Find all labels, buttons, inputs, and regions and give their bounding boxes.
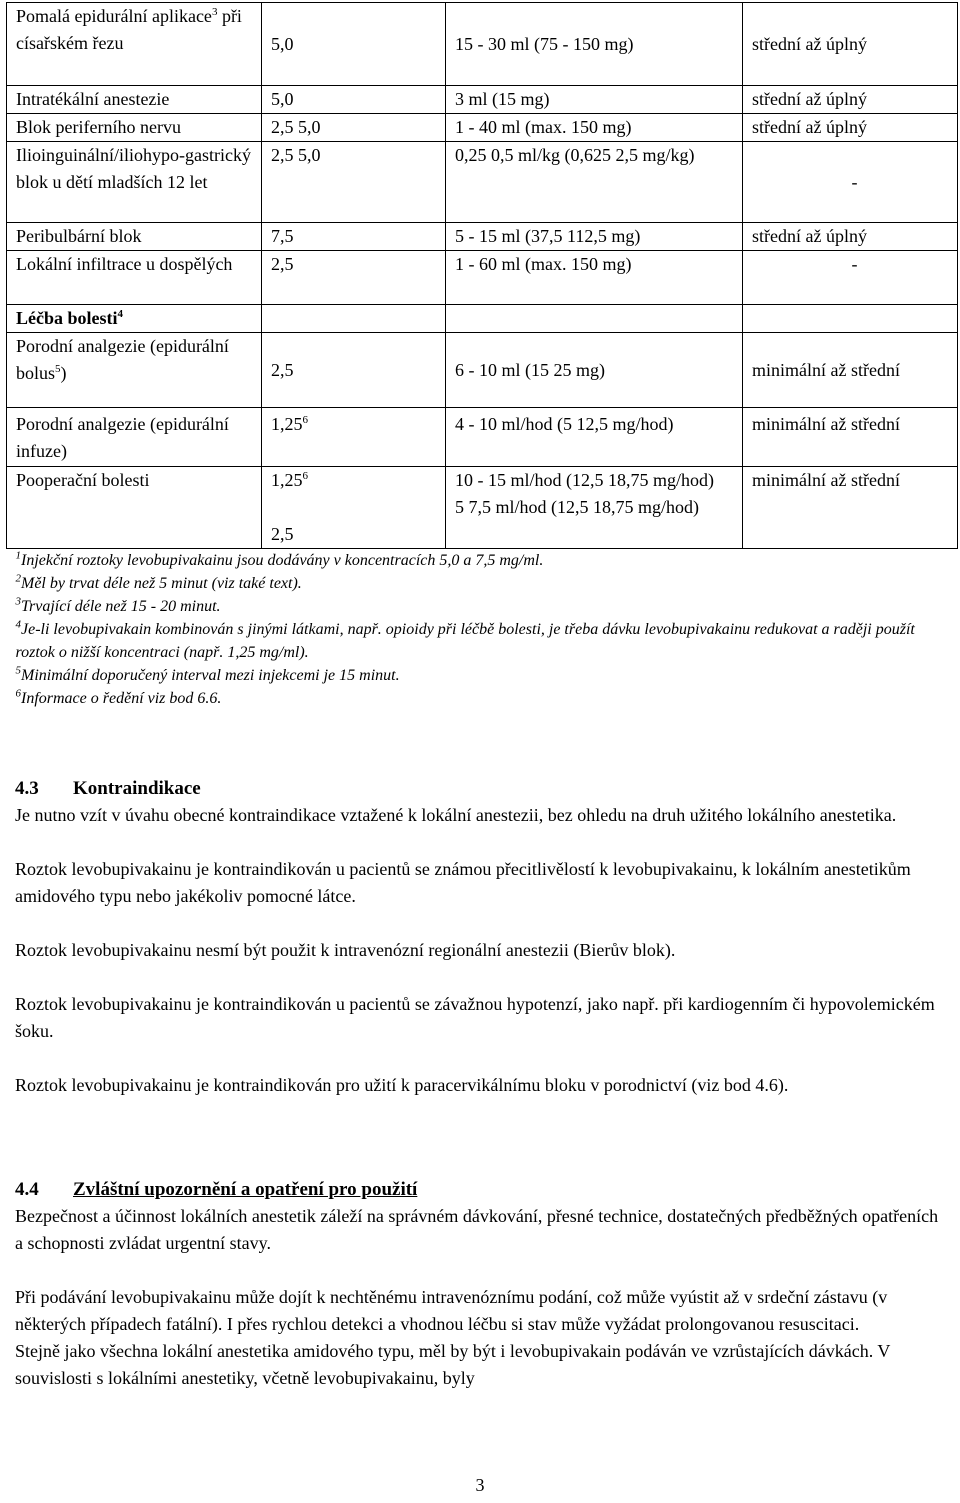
cell-text: - — [851, 171, 858, 192]
footnote-ref: 5 — [55, 363, 61, 375]
table-cell — [262, 142, 446, 223]
footnote — [16, 618, 958, 664]
cell-text: minimální až střední — [752, 470, 900, 490]
table-cell — [7, 305, 262, 333]
table-cell — [7, 86, 262, 114]
footnote-number: 6 — [15, 687, 21, 700]
footnote-text: Trvající déle než 15 - 20 minut. — [21, 598, 221, 615]
table-cell — [262, 467, 446, 549]
table-row — [7, 305, 958, 333]
cell-text: 7,5 — [271, 226, 294, 246]
table-cell — [743, 114, 958, 142]
cell-text: Porodní analgezie (epidurální infuze) — [16, 414, 229, 461]
table-cell — [446, 142, 743, 223]
cell-text: 5 7,5 ml/hod (12,5 18,75 mg/hod) — [455, 497, 699, 517]
table-cell — [7, 114, 262, 142]
table-cell — [262, 408, 446, 467]
section-title: Kontraindikace — [73, 778, 201, 799]
table-cell — [743, 3, 958, 86]
footnote-number: 5 — [15, 664, 21, 677]
cell-text: 2,5 — [271, 254, 294, 274]
table-cell — [262, 251, 446, 305]
cell-text: 5,0 — [271, 33, 294, 54]
table-cell — [446, 408, 743, 467]
cell-text: střední až úplný — [752, 117, 867, 137]
cell-text: ) — [60, 363, 67, 383]
section-heading — [15, 1176, 945, 1203]
footnote-ref: 4 — [117, 308, 123, 320]
cell-text: 4 - 10 ml/hod (5 12,5 mg/hod) — [455, 414, 674, 434]
cell-text: 2,5 5,0 — [271, 145, 321, 165]
table-cell — [743, 305, 958, 333]
footnote — [16, 687, 958, 710]
cell-text: 15 - 30 ml (75 - 150 mg) — [455, 33, 634, 54]
footnote — [16, 549, 958, 572]
table-cell — [743, 251, 958, 305]
footnote — [16, 595, 958, 618]
footnote-number: 1 — [15, 549, 21, 562]
cell-text: Peribulbární blok — [16, 226, 142, 246]
cell-text: 6 - 10 ml (15 25 mg) — [455, 359, 605, 380]
table-cell — [446, 3, 743, 86]
table-row — [7, 223, 958, 251]
paragraph: Roztok levobupivakainu je kontraindikován u pacientů se závažnou hypotenzí, jako např. při kardiogenním či hypovolemickém šoku. — [15, 994, 935, 1041]
cell-text: 1,25 — [271, 470, 303, 490]
table-cell — [446, 251, 743, 305]
table-row — [7, 114, 958, 142]
table-notes — [7, 549, 958, 715]
table-cell — [743, 86, 958, 114]
table-cell — [262, 305, 446, 333]
section-contraindications — [15, 775, 945, 1099]
paragraph: Roztok levobupivakainu nesmí být použit k intravenózní regionální anestezii (Bierův blok). — [15, 940, 676, 960]
cell-text: střední až úplný — [752, 33, 867, 54]
cell-text: při císařském řezu — [16, 6, 242, 53]
table-cell — [7, 333, 262, 408]
cell-text: střední až úplný — [752, 89, 867, 109]
cell-text: Lokální infiltrace u dospělých — [16, 254, 233, 274]
cell-text: Léčba bolesti — [16, 308, 118, 328]
paragraph: Stejně jako všechna lokální anestetika amidového typu, měl by být i levobupivakain podáván ve vzrůstajících dávkách. V souvislosti s lokálními anestetiky, včetně levobupivakainu, byly — [15, 1341, 891, 1388]
table-row — [7, 408, 958, 467]
cell-text: 1 - 40 ml (max. 150 mg) — [455, 117, 632, 137]
cell-text: 1,25 — [271, 414, 303, 434]
table-row — [7, 333, 958, 408]
footnote-ref: 3 — [211, 6, 218, 18]
paragraph: Při podávání levobupivakainu může dojít k nechtěnému intravenóznímu podání, což může vyústit až v srdeční zástavu (v některých případech fatální). I přes rychlou detekci a vhodnou léčbu si stav může vyžádat prolongovanou resuscitaci. — [15, 1287, 888, 1334]
table-cell — [743, 408, 958, 467]
table-cell — [743, 333, 958, 408]
table-row — [7, 3, 958, 86]
paragraph: Roztok levobupivakainu je kontraindikován pro užití k paracervikálnímu bloku v porodnictví (viz bod 4.6). — [15, 1075, 789, 1095]
cell-text: 5,0 — [271, 89, 294, 109]
paragraph: Roztok levobupivakainu je kontraindikován u pacientů se známou přecitlivělostí k levobupivakainu, k lokálním anestetikům amidového typu nebo jakékoliv pomocné látce. — [15, 859, 911, 906]
table-cell — [743, 223, 958, 251]
section-warnings — [15, 1176, 945, 1392]
cell-text: 1 - 60 ml (max. 150 mg) — [455, 254, 632, 274]
cell-text: minimální až střední — [752, 359, 900, 380]
table-row — [7, 142, 958, 223]
cell-text: 2,5 — [271, 359, 294, 380]
cell-text: 2,5 5,0 — [271, 117, 321, 137]
page-number: 3 — [475, 1475, 485, 1495]
cell-text: minimální až střední — [752, 414, 900, 434]
table-cell — [743, 467, 958, 549]
table-cell — [7, 408, 262, 467]
footnote — [16, 572, 958, 595]
cell-text: 2,5 — [271, 524, 294, 544]
cell-text: Ilioinguinální/iliohypo-gastrický blok u dětí mladších 12 let — [16, 145, 251, 192]
footnote-text: Injekční roztoky levobupivakainu jsou dodávány v koncentracích 5,0 a 7,5 mg/ml. — [21, 552, 544, 569]
table-cell — [262, 114, 446, 142]
table-cell — [262, 333, 446, 408]
table-cell — [7, 142, 262, 223]
footnote-text: Je-li levobupivakain kombinován s jinými látkami, např. opioidy při léčbě bolesti, je třeba dávku levobupivakainu redukovat a raději použít roztok o nižší koncentraci (např. 1,25 mg/ml). — [15, 621, 915, 661]
table-cell — [446, 333, 743, 408]
paragraph: Bezpečnost a účinnost lokálních anestetik záleží na správném dávkování, přesné technice, dostatečných předběžných opatřeních a schopnosti zvládat urgentní stavy. — [15, 1206, 939, 1253]
table-cell — [446, 223, 743, 251]
cell-text: Pooperační bolesti — [16, 470, 150, 490]
table-cell — [262, 223, 446, 251]
table-cell — [7, 467, 262, 549]
paragraph: Je nutno vzít v úvahu obecné kontraindikace vztažené k lokální anestezii, bez ohledu na druh užitého lokálního anestetika. — [15, 805, 897, 825]
cell-text: - — [851, 254, 858, 274]
table-cell — [7, 223, 262, 251]
cell-text: 3 ml (15 mg) — [455, 89, 550, 109]
cell-text: Blok periferního nervu — [16, 117, 181, 137]
section-heading — [15, 775, 945, 802]
table-notes-row — [7, 549, 958, 715]
table-cell — [446, 467, 743, 549]
table-cell — [7, 251, 262, 305]
table-cell — [7, 3, 262, 86]
table-cell — [446, 86, 743, 114]
footnote-ref: 6 — [302, 414, 308, 426]
cell-text: 10 - 15 ml/hod (12,5 18,75 mg/hod) — [455, 470, 714, 490]
footnote-number: 2 — [15, 572, 21, 585]
cell-text: Intratékální anestezie — [16, 89, 170, 109]
dosage-table — [6, 2, 958, 714]
footnote-text: Minimální doporučený interval mezi injekcemi je 15 minut. — [21, 667, 400, 684]
table-cell — [446, 114, 743, 142]
cell-text: Pomalá epidurální aplikace — [16, 6, 212, 26]
footnote-number: 3 — [15, 595, 21, 608]
footnote-text: Informace o ředění viz bod 6.6. — [21, 690, 222, 707]
table-cell — [446, 305, 743, 333]
cell-text: Porodní analgezie (epidurální bolus — [16, 336, 229, 383]
cell-text: střední až úplný — [752, 226, 867, 246]
section-number: 4.3 — [15, 778, 39, 799]
section-title: Zvláštní upozornění a opatření pro použití — [73, 1179, 418, 1200]
cell-text: 5 - 15 ml (37,5 112,5 mg) — [455, 226, 641, 246]
section-number: 4.4 — [15, 1179, 39, 1200]
table-row — [7, 86, 958, 114]
table-cell — [262, 86, 446, 114]
table-cell — [262, 3, 446, 86]
footnote-ref: 6 — [302, 470, 308, 482]
footnote — [16, 664, 958, 687]
footnote-number: 4 — [15, 618, 21, 631]
cell-text: 0,25 0,5 ml/kg (0,625 2,5 mg/kg) — [455, 145, 695, 165]
table-cell — [743, 142, 958, 223]
table-row — [7, 467, 958, 549]
footnote-text: Měl by trvat déle než 5 minut (viz také text). — [21, 575, 302, 592]
table-row — [7, 251, 958, 305]
